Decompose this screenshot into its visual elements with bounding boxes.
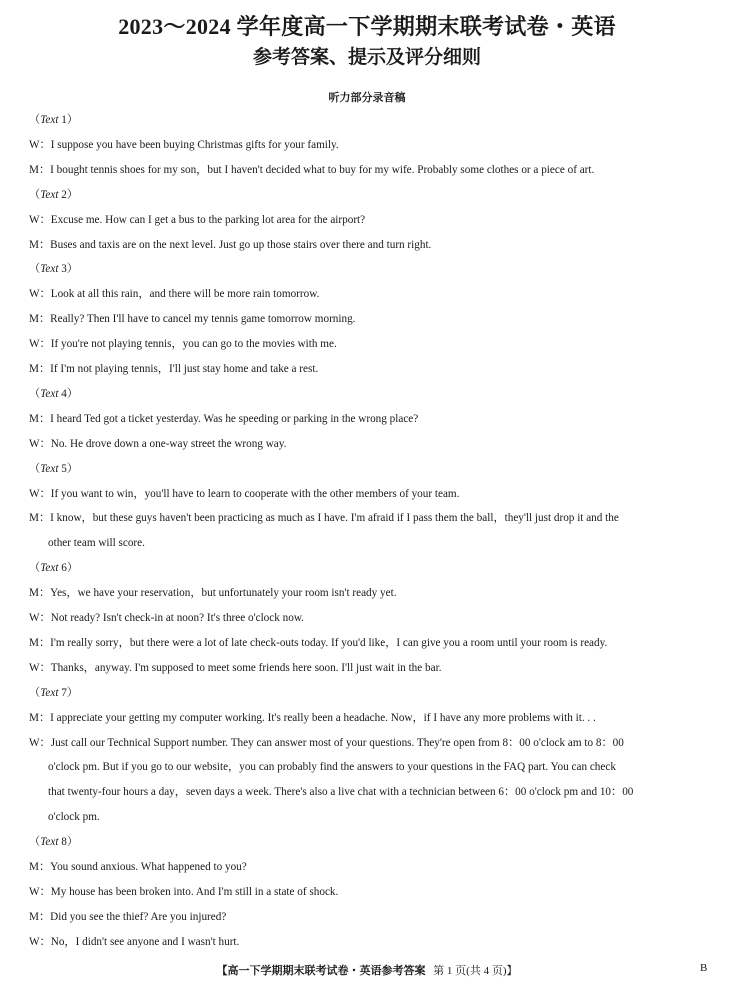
dialogue-line: M：Did you see the thief? Are you injured? (29, 910, 227, 923)
dialogue-line: M：Really? Then I'll have to cancel my tennis game tomorrow morning. (29, 313, 356, 326)
dialogue-line: M：Yes，we have your reservation，but unfortunately your room isn't ready yet. (29, 587, 397, 600)
dialogue-line: M：I bought tennis shoes for my son，but I haven't decided what to buy for my wife. Probably some clothes or a piece of art. (29, 163, 595, 176)
text-label: （Text 4） (29, 387, 79, 400)
dialogue-line: W：I suppose you have been buying Christmas gifts for your family. (29, 138, 339, 151)
dialogue-continuation: other team will score. (48, 537, 145, 550)
document-subtitle: 参考答案、提示及评分细则 (252, 47, 481, 68)
dialogue-line: M：I know，but these guys haven't been practicing as much as I have. I'm afraid if I pass them the ball，they'll just drop it and the (29, 512, 619, 525)
dialogue-line: W：My house has been broken into. And I'm still in a state of shock. (29, 885, 339, 898)
text-label: （Text 3） (29, 263, 79, 276)
dialogue-continuation: o'clock pm. But if you go to our website，you can probably find the answers to your questions in the FAQ part. You can check (48, 761, 616, 774)
dialogue-line: W：Thanks，anyway. I'm supposed to meet some friends here soon. I'll just wait in the bar. (29, 661, 442, 674)
dialogue-line: M：Buses and taxis are on the next level. Just go up those stairs over there and turn right. (29, 238, 432, 251)
dialogue-line: W：Just call our Technical Support number. They can answer most of your questions. They're open from 8：00 o'clock am to 8：00 (29, 736, 624, 749)
version-code: B (700, 962, 708, 974)
dialogue-line: M：I appreciate your getting my computer working. It's really been a headache. Now，if I have any more problems with it. . . (29, 711, 596, 724)
dialogue-continuation: o'clock pm. (48, 811, 100, 824)
dialogue-line: M：I heard Ted got a ticket yesterday. Was he speeding or parking in the wrong place? (29, 412, 419, 425)
text-label: （Text 8） (29, 836, 79, 849)
dialogue-line: M：I'm really sorry，but there were a lot of late check-outs today. If you'd like，I can give you a room until your room is ready. (29, 636, 608, 649)
dialogue-line: W：No，I didn't see anyone and I wasn't hurt. (29, 935, 240, 948)
dialogue-line: W：No. He drove down a one-way street the wrong way. (29, 437, 287, 450)
text-label: （Text 1） (29, 114, 79, 126)
page-number: 第 1 页(共 4 页)】 (433, 965, 518, 977)
footer-text: 【高一下学期期末联考试卷・英语参考答案 (216, 964, 426, 977)
text-label: （Text 2） (29, 188, 79, 201)
text-label: （Text 7） (29, 686, 79, 699)
dialogue-line: M：If I'm not playing tennis，I'll just stay home and take a rest. (29, 363, 319, 375)
page-footer (0, 962, 734, 978)
dialogue-line: M：You sound anxious. What happened to you? (29, 861, 247, 873)
dialogue-line: W：Look at all this rain，and there will be more rain tomorrow. (29, 288, 320, 301)
dialogue-line: W：If you want to win，you'll have to learn to cooperate with the other members of your team. (29, 487, 460, 500)
text-label: （Text 6） (29, 562, 79, 575)
text-label: （Text 5） (29, 462, 79, 475)
dialogue-line: W：If you're not playing tennis，you can go to the movies with me. (29, 338, 337, 351)
dialogue-line: W：Not ready? Isn't check-in at noon? It's three o'clock now. (29, 612, 304, 624)
section-title: 听力部分录音稿 (328, 91, 406, 104)
dialogue-continuation: that twenty-four hours a day，seven days a week. There's also a live chat with a technician between 6：00 o'clock pm and 10：00 (48, 786, 634, 799)
document-title: 2023～2024 学年度高一下学期期末联考试卷・英语 (118, 14, 616, 39)
dialogue-line: W：Excuse me. How can I get a bus to the parking lot area for the airport? (29, 213, 366, 226)
